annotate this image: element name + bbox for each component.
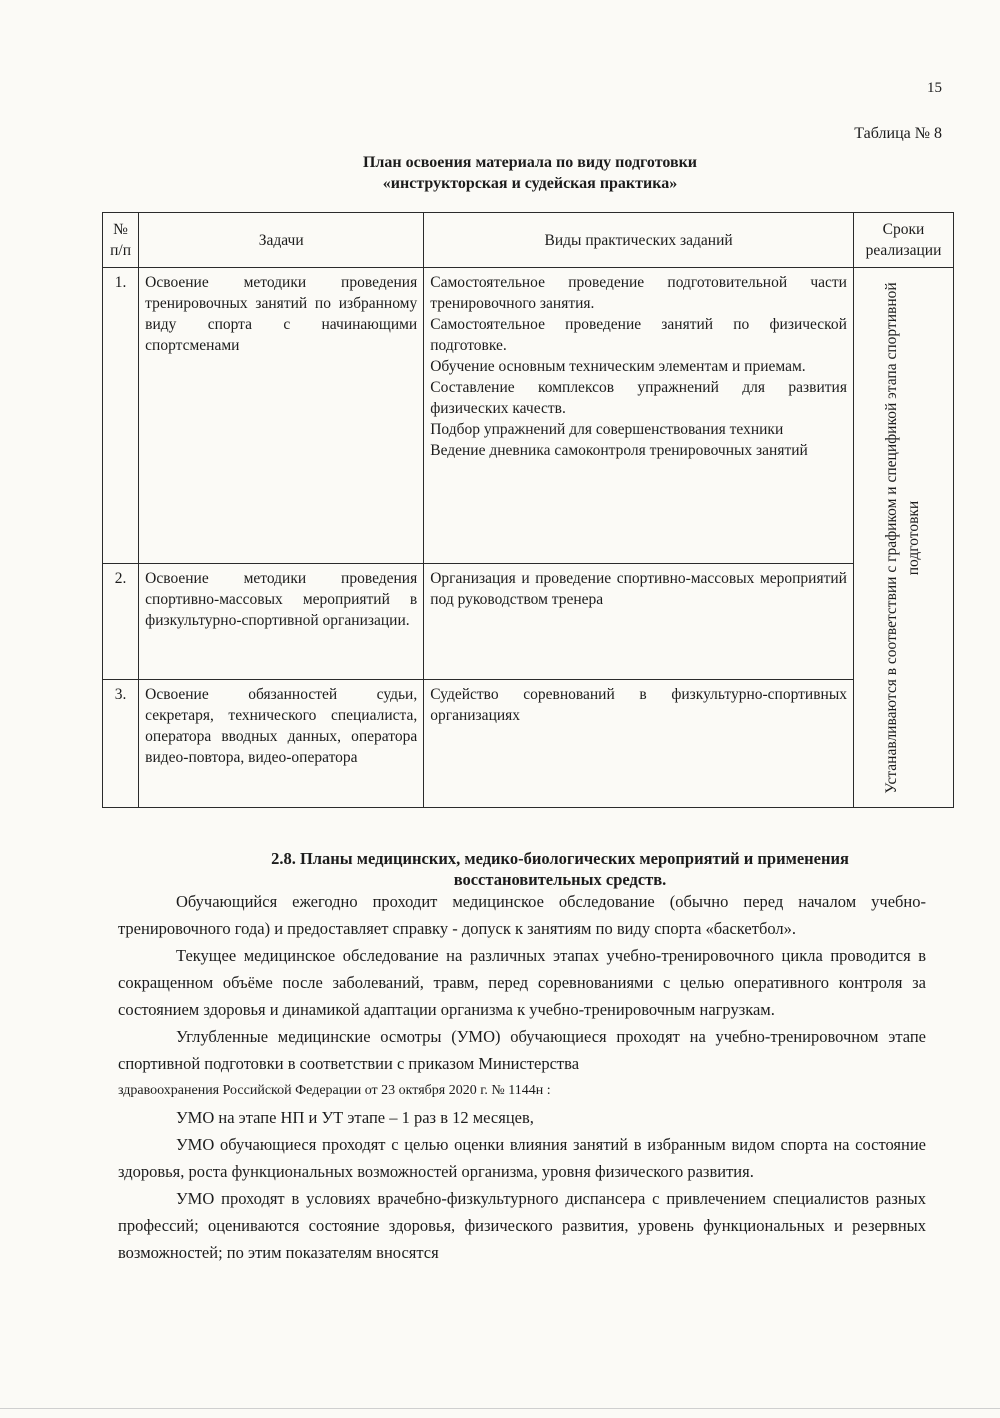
paragraph: Текущее медицинское обследование на различных этапах учебно-тренировочного цикла проводится в сокращенном объёме после заболеваний, травм, перед соревнованиями с целью оперативного контроля за состоянием здоровья и динамикой адаптации организма к учебно-тренировочным нагрузкам. — [118, 946, 926, 1019]
row-number: 1. — [103, 268, 139, 564]
section-heading — [180, 848, 940, 890]
plan-table — [102, 212, 954, 808]
row-types — [424, 268, 854, 564]
practice-item: Ведение дневника самоконтроля тренировочных занятий — [430, 442, 808, 459]
section-heading-line-1: 2.8. Планы медицинских, медико-биологических мероприятий и применения — [271, 849, 849, 868]
row-types — [424, 564, 854, 680]
row-task: Освоение методики проведения спортивно-массовых мероприятий в физкультурно-спортивной организации. — [139, 564, 424, 680]
paragraph: Обучающийся ежегодно проходит медицинское обследование (обычно перед началом учебно-тренировочного года) и предоставляет справку - допуск к занятиям по виду спорта «баскетбол». — [118, 892, 926, 938]
header-tasks: Задачи — [139, 213, 424, 268]
row-task: Освоение обязанностей судьи, секретаря, технического специалиста, оператора вводных данных, оператора видео-повтора, видео-оператора — [139, 680, 424, 808]
practice-item: Организация и проведение спортивно-массовых мероприятий под руководством тренера — [430, 570, 847, 608]
terms-text: Устанавливаются в соответствии с графиком и спецификой этапа спортивной подготовки — [883, 281, 923, 794]
header-types: Виды практических заданий — [424, 213, 854, 268]
page-number: 15 — [927, 80, 942, 96]
paragraph: здравоохранения Российской Федерации от 23 октября 2020 г. № 1144н : — [118, 1083, 551, 1098]
table-header-row — [103, 213, 954, 268]
header-terms: Сроки реализации — [853, 213, 953, 268]
table-label: Таблица № 8 — [854, 125, 942, 142]
table-title-line-1: План освоения материала по виду подготовки — [362, 154, 698, 171]
practice-item: Судейство соревнований в физкультурно-спортивных организациях — [430, 686, 847, 724]
practice-item: Самостоятельное проведение занятий по физической подготовке. — [430, 316, 847, 354]
paragraph: УМО на этапе НП и УТ этапе – 1 раз в 12 месяцев, — [176, 1108, 534, 1127]
table-title — [250, 152, 810, 194]
header-num: № п/п — [103, 213, 139, 268]
row-task: Освоение методики проведения тренировочных занятий по избранному виду спорта с начинающими спортсменами — [139, 268, 424, 564]
page-bottom-divider — [0, 1408, 1000, 1409]
row-number: 2. — [103, 564, 139, 680]
section-body — [118, 888, 926, 1266]
practice-item: Самостоятельное проведение подготовительной части тренировочного занятия. — [430, 274, 847, 312]
terms-cell — [853, 268, 953, 808]
row-number: 3. — [103, 680, 139, 808]
table-title-line-2: «инструкторская и судейская практика» — [382, 175, 678, 192]
practice-item: Подбор упражнений для совершенствования техники — [430, 421, 784, 438]
paragraph: УМО обучающиеся проходят с целью оценки влияния занятий в избранным видом спорта на состояние здоровья, роста функциональных возможностей организма, уровня физического развития. — [118, 1135, 926, 1181]
paragraph: УМО проходят в условиях врачебно-физкультурного диспансера с привлечением специалистов разных профессий; оцениваются состояние здоровья, физического развития, уровень функциональных и резервных возможностей; по этим показателям вносятся — [118, 1189, 926, 1262]
practice-item: Составление комплексов упражнений для развития физических качеств. — [430, 379, 847, 417]
paragraph: Углубленные медицинские осмотры (УМО) обучающиеся проходят на учебно-тренировочном этапе спортивной подготовки в соответствии с приказом Министерства — [118, 1027, 926, 1073]
table-row — [103, 680, 954, 808]
practice-item: Обучение основным техническим элементам и приемам. — [430, 358, 806, 375]
table-row — [103, 564, 954, 680]
table-row — [103, 268, 954, 564]
section-heading-line-2: восстановительных средств. — [453, 870, 667, 889]
row-types — [424, 680, 854, 808]
